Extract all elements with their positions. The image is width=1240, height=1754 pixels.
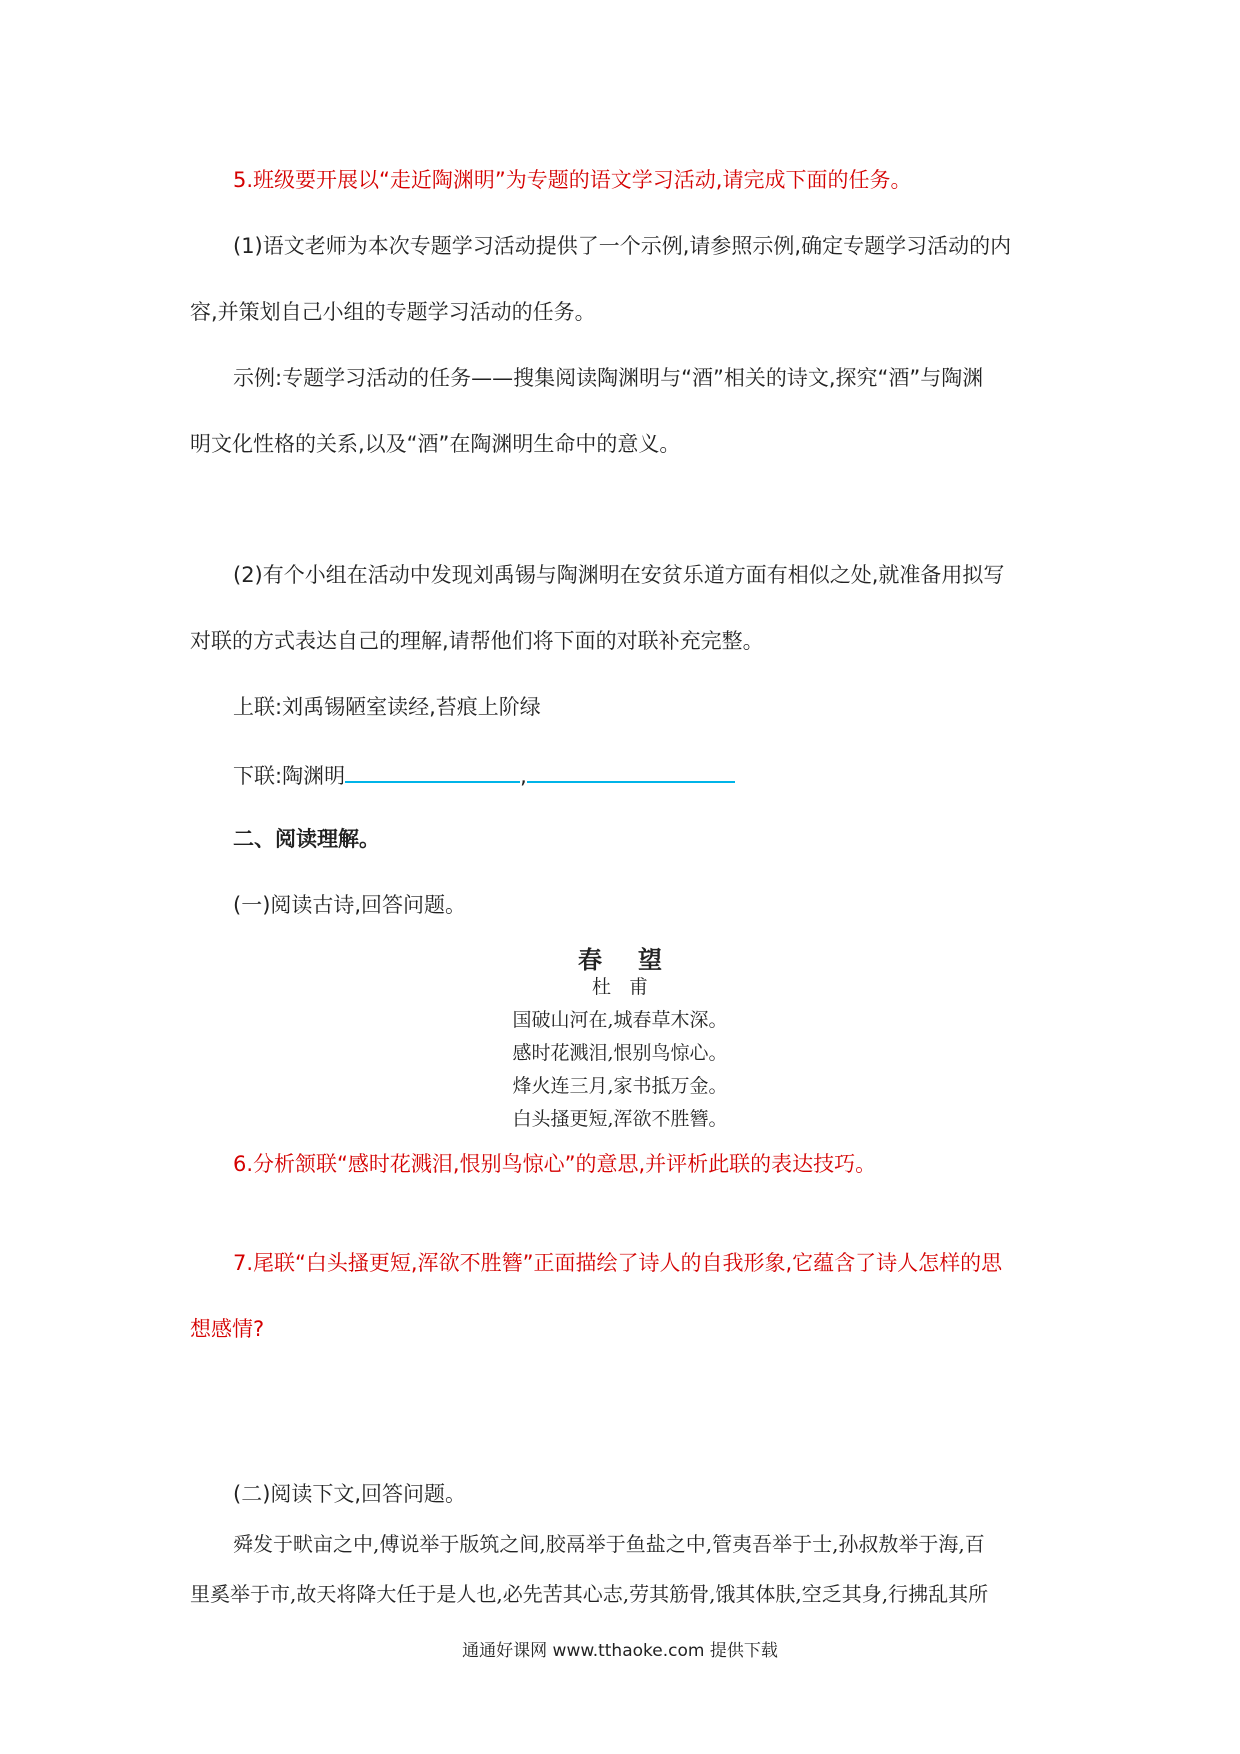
upper-couplet: 上联:刘禹锡陋室读经,苔痕上阶绿 [233, 695, 541, 719]
example-line2: 明文化性格的关系,以及“酒”在陶渊明生命中的意义。 [190, 432, 681, 456]
poem-line: 感时花溅泪,恨别鸟惊心。 [512, 1042, 728, 1064]
q5-2-line1: (2)有个小组在活动中发现刘禹锡与陶渊明在安贫乐道方面有相似之处,就准备用拟写 [233, 563, 1005, 587]
section-heading: 二、阅读理解。 [233, 827, 380, 851]
q7-line2: 想感情? [190, 1317, 265, 1341]
q5-1-line2: 容,并策划自己小组的专题学习活动的任务。 [190, 300, 596, 324]
q6-prompt: 6.分析颔联“感时花溅泪,恨别鸟惊心”的意思,并评析此联的表达技巧。 [233, 1152, 877, 1176]
q5-2-line2: 对联的方式表达自己的理解,请帮他们将下面的对联补充完整。 [190, 629, 764, 653]
part2-intro: (二)阅读下文,回答问题。 [233, 1482, 467, 1506]
poem-line: 烽火连三月,家书抵万金。 [512, 1075, 728, 1097]
passage-line2: 里奚举于市,故天将降大任于是人也,必先苦其心志,劳其筋骨,饿其体肤,空乏其身,行拂乱其所 [190, 1582, 989, 1606]
part1-intro: (一)阅读古诗,回答问题。 [233, 893, 467, 917]
poem-line: 白头搔更短,浑欲不胜簪。 [512, 1108, 728, 1130]
lower-couplet [233, 759, 735, 790]
page-footer: 通通好课网 www.tthaoke.com 提供下载 [462, 1641, 778, 1661]
poem-line: 国破山河在,城春草木深。 [512, 1009, 728, 1031]
lower-couplet-prefix: 下联:陶渊明 [233, 764, 346, 788]
q7-line1: 7.尾联“白头搔更短,浑欲不胜簪”正面描绘了诗人的自我形象,它蕴含了诗人怎样的思 [233, 1251, 1003, 1275]
passage-line1: 舜发于畎亩之中,傅说举于版筑之间,胶鬲举于鱼盐之中,管夷吾举于士,孙叔敖举于海,百 [233, 1532, 985, 1556]
q5-1-line1: (1)语文老师为本次专题学习活动提供了一个示例,请参照示例,确定专题学习活动的内 [233, 234, 1012, 258]
q5-prompt: 5.班级要开展以“走近陶渊明”为专题的语文学习活动,请完成下面的任务。 [233, 168, 912, 192]
couplet-comma: , [520, 764, 527, 788]
poem-title: 春望 [578, 945, 698, 974]
couplet-blank-2[interactable] [527, 759, 735, 783]
poem-author: 杜甫 [591, 976, 666, 998]
example-line1: 示例:专题学习活动的任务——搜集阅读陶渊明与“酒”相关的诗文,探究“酒”与陶渊 [233, 366, 984, 390]
couplet-blank-1[interactable] [345, 759, 520, 783]
